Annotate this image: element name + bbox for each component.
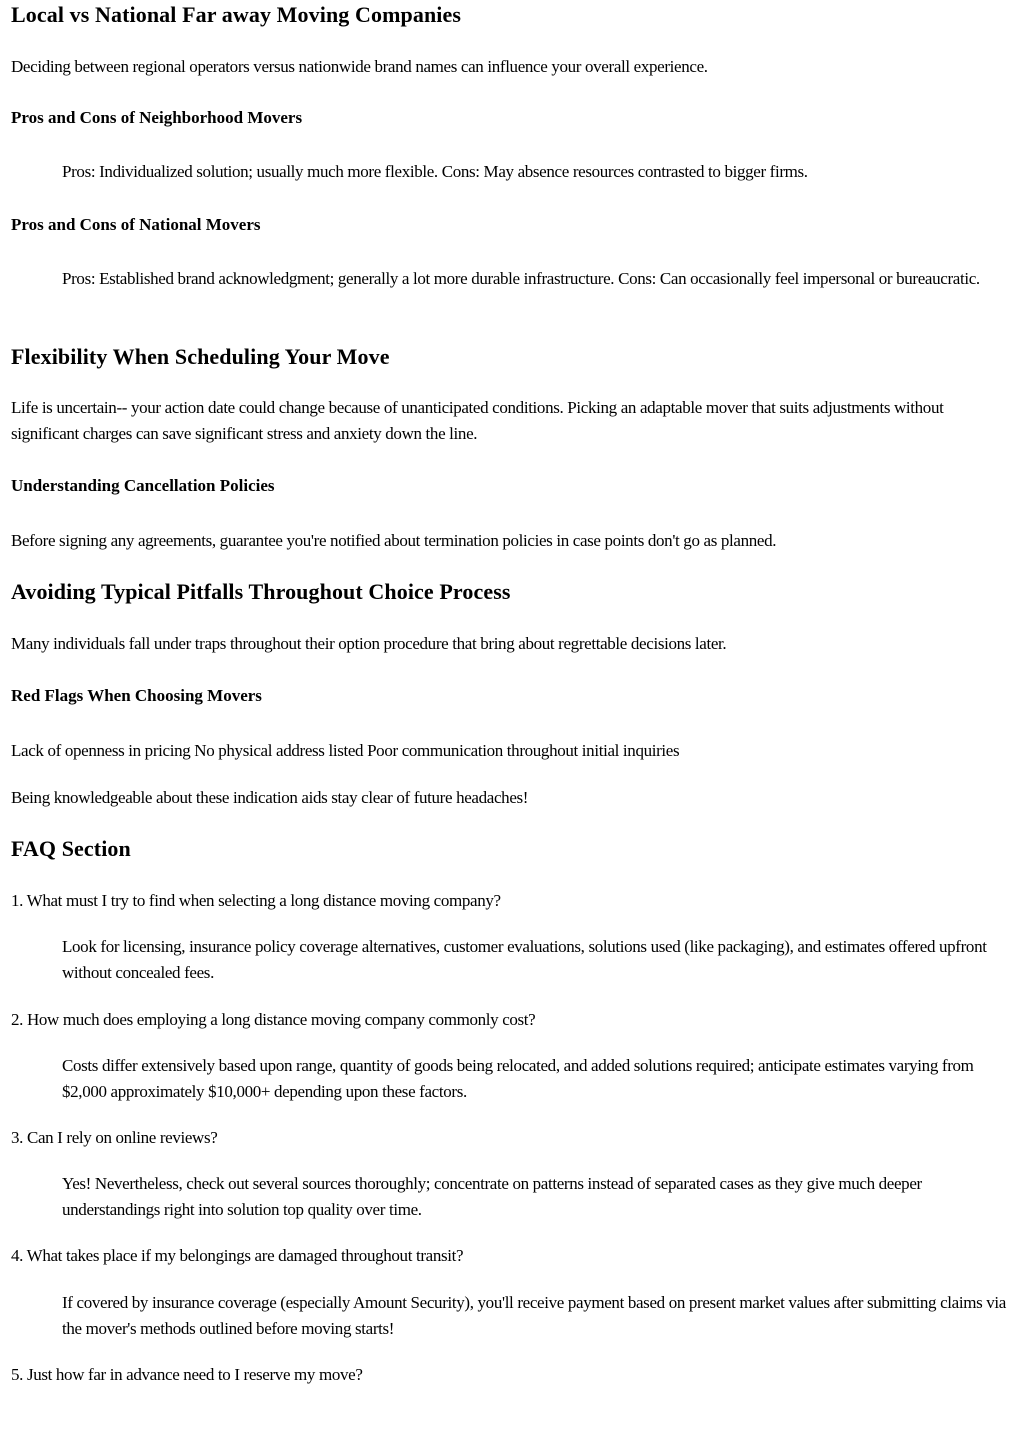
heading-neighborhood-movers: Pros and Cons of Neighborhood Movers (11, 108, 303, 127)
faq-question-2: 2. How much does employing a long distance moving company commonly cost? (11, 1010, 536, 1029)
text-red-flags-closing: Being knowledgeable about these indication aids stay clear of future headaches! (11, 788, 529, 807)
heading-flexibility: Flexibility When Scheduling Your Move (11, 344, 390, 369)
text-national-movers: Pros: Established brand acknowledgment; generally a lot more durable infrastructure. Cons: Can occasionally feel impersonal or bureaucratic. (62, 269, 980, 288)
text-neighborhood-movers: Pros: Individualized solution; usually much more flexible. Cons: May absence resources contrasted to bigger firms. (62, 162, 808, 181)
heading-cancellation-policies: Understanding Cancellation Policies (11, 476, 275, 495)
faq-answer-4: If covered by insurance coverage (especially Amount Security), you'll receive payment based on present market values after submitting claims via the mover's methods outlined before moving starts! (62, 1293, 1006, 1338)
faq-question-1: 1. What must I try to find when selecting a long distance moving company? (11, 891, 501, 910)
faq-question-5: 5. Just how far in advance need to I reserve my move? (11, 1365, 363, 1384)
faq-answer-3: Yes! Nevertheless, check out several sources thoroughly; concentrate on patterns instead of separated cases as they give much deeper understandings right into solution top quality over time. (62, 1174, 922, 1219)
intro-local-vs-national: Deciding between regional operators versus nationwide brand names can influence your overall experience. (11, 57, 708, 76)
faq-answer-1: Look for licensing, insurance policy coverage alternatives, customer evaluations, solutions used (like packaging), and estimates offered upfront without concealed fees. (62, 937, 987, 982)
heading-national-movers: Pros and Cons of National Movers (11, 215, 261, 234)
text-pitfalls: Many individuals fall under traps throughout their option procedure that bring about regrettable decisions later. (11, 634, 727, 653)
heading-red-flags: Red Flags When Choosing Movers (11, 686, 262, 705)
heading-pitfalls: Avoiding Typical Pitfalls Throughout Choice Process (11, 579, 511, 604)
heading-faq: FAQ Section (11, 836, 131, 861)
text-flexibility: Life is uncertain-- your action date could change because of unanticipated conditions. Picking an adaptable mover that suits adjustments without significant charges can save significant stress and anxiety down the line. (11, 398, 944, 443)
text-cancellation-policies: Before signing any agreements, guarantee you're notified about termination policies in case points don't go as planned. (11, 531, 777, 550)
heading-local-vs-national: Local vs National Far away Moving Companies (11, 2, 462, 27)
text-red-flags-list: Lack of openness in pricing No physical address listed Poor communication throughout initial inquiries (11, 741, 680, 760)
faq-question-3: 3. Can I rely on online reviews? (11, 1128, 218, 1147)
faq-answer-2: Costs differ extensively based upon range, quantity of goods being relocated, and added solutions required; anticipate estimates varying from $2,000 approximately $10,000+ depending upon these factors. (62, 1056, 974, 1101)
faq-question-4: 4. What takes place if my belongings are damaged throughout transit? (11, 1246, 464, 1265)
